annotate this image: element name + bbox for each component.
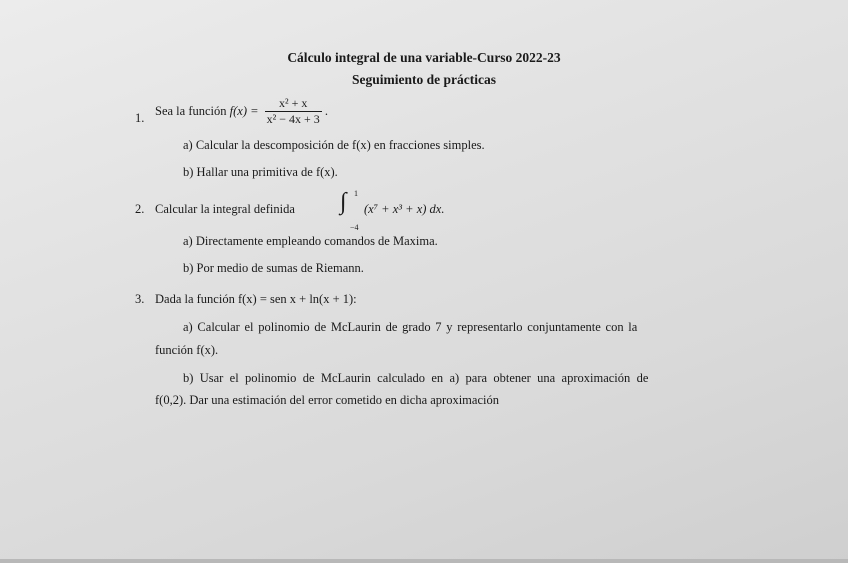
item-1-numerator: x² + x [265, 96, 322, 112]
item-3-number: 3. [135, 292, 145, 306]
document-subtitle: Seguimiento de prácticas [352, 72, 496, 87]
item-2-part-a: a) Directamente empleando comandos de Maxima. [183, 234, 438, 248]
item-2-part-b: b) Por medio de sumas de Riemann. [183, 261, 364, 275]
item-2-intro: Calcular la integral definida [155, 202, 295, 216]
item-3-part-b-line1: b) Usar el polinomio de McLaurin calculado en a) para obtener una aproximación de [183, 371, 649, 385]
item-1-part-b: b) Hallar una primitiva de f(x). [183, 165, 338, 179]
paper-bottom-edge [0, 559, 848, 563]
item-1-func: f(x) = [229, 104, 259, 118]
item-2-integrand: (x⁷ + x³ + x) dx. [364, 202, 445, 216]
item-1-intro: Sea la función [155, 104, 227, 118]
integral-upper-limit: 1 [354, 189, 358, 198]
integral-sign: ∫ [340, 189, 347, 215]
item-2-number: 2. [135, 202, 145, 216]
item-1-part-a: a) Calcular la descomposición de f(x) en fracciones simples. [183, 138, 485, 152]
item-1-statement [155, 96, 328, 127]
item-1-number: 1. [135, 111, 145, 125]
item-1-denominator: x² − 4x + 3 [266, 112, 320, 126]
integral-lower-limit: −4 [350, 223, 359, 232]
item-1-fraction [265, 96, 322, 127]
item-3-intro: Dada la función f(x) = sen x + ln(x + 1): [155, 292, 357, 306]
item-1-tail: . [324, 104, 328, 118]
item-3-part-b-line2: f(0,2). Dar una estimación del error cometido en dicha aproximación [155, 393, 499, 407]
item-3-part-a-line2: función f(x). [155, 343, 219, 357]
document-title: Cálculo integral de una variable-Curso 2022-23 [287, 50, 561, 65]
item-3-part-a-line1: a) Calcular el polinomio de McLaurin de grado 7 y representarlo conjuntamente con la [183, 320, 638, 334]
